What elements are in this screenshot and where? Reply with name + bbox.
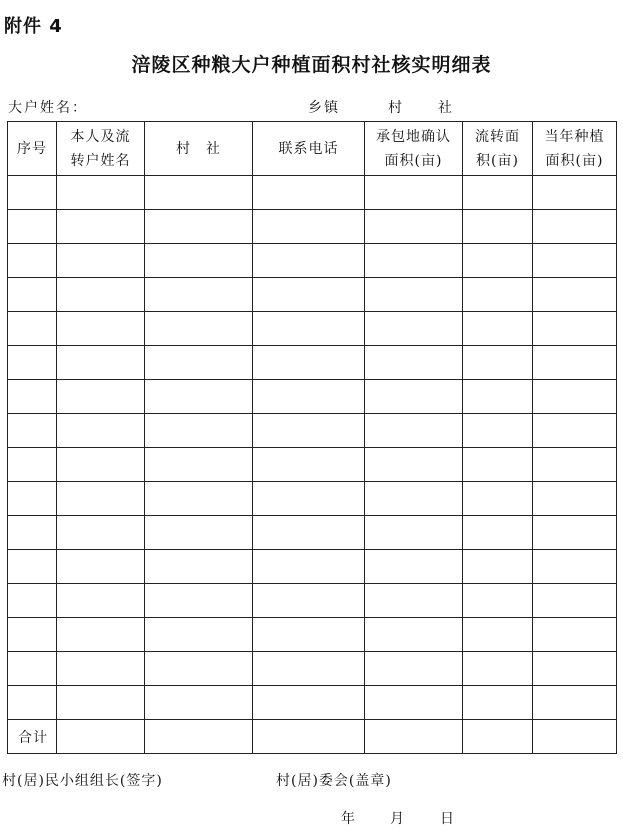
table-cell[interactable]: [57, 652, 145, 686]
table-cell[interactable]: [145, 618, 253, 652]
table-cell[interactable]: [533, 618, 617, 652]
table-cell[interactable]: [365, 380, 463, 414]
table-cell[interactable]: [57, 278, 145, 312]
table-cell[interactable]: [365, 550, 463, 584]
table-cell[interactable]: [533, 584, 617, 618]
table-cell[interactable]: [57, 312, 145, 346]
column-header-line: 联系电话: [278, 140, 339, 157]
table-cell[interactable]: [57, 414, 145, 448]
table-cell[interactable]: [533, 210, 617, 244]
table-cell[interactable]: [365, 176, 463, 210]
table-cell[interactable]: [463, 244, 533, 278]
table-row: [8, 550, 617, 584]
table-cell[interactable]: [8, 414, 57, 448]
table-cell[interactable]: [145, 244, 253, 278]
column-header-line: 面积(亩): [384, 152, 443, 169]
table-row: [8, 244, 617, 278]
table-row: [8, 414, 617, 448]
table-cell[interactable]: [8, 448, 57, 482]
column-header-line: 序号: [17, 140, 47, 157]
table-cell[interactable]: [57, 244, 145, 278]
table-cell[interactable]: [533, 516, 617, 550]
table-row: [8, 210, 617, 244]
table-cell[interactable]: [57, 584, 145, 618]
table-cell[interactable]: [533, 720, 617, 754]
table-cell[interactable]: [365, 210, 463, 244]
household-name-label: 大户姓名：: [8, 100, 88, 116]
verification-table: [7, 121, 617, 754]
table-cell[interactable]: [8, 210, 57, 244]
table-cell[interactable]: [8, 516, 57, 550]
village-label: 村: [388, 100, 402, 116]
table-cell[interactable]: [365, 686, 463, 720]
date-year-label: 年: [341, 811, 356, 827]
table-cell[interactable]: [57, 482, 145, 516]
table-row: [8, 482, 617, 516]
table-cell[interactable]: [145, 414, 253, 448]
table-cell[interactable]: [463, 720, 533, 754]
table-cell[interactable]: [533, 652, 617, 686]
table-cell[interactable]: [253, 618, 365, 652]
table-cell[interactable]: [365, 652, 463, 686]
table-cell[interactable]: [145, 584, 253, 618]
table-row: [8, 516, 617, 550]
table-cell[interactable]: [253, 448, 365, 482]
table-cell[interactable]: [145, 550, 253, 584]
table-cell[interactable]: [145, 210, 253, 244]
attachment-label: 附件 4: [4, 16, 63, 37]
table-cell[interactable]: [8, 482, 57, 516]
table-cell[interactable]: [533, 176, 617, 210]
table-cell[interactable]: [57, 516, 145, 550]
table-cell[interactable]: [463, 312, 533, 346]
table-row: [8, 312, 617, 346]
table-row: [8, 278, 617, 312]
table-cell[interactable]: [463, 448, 533, 482]
table-cell[interactable]: [253, 550, 365, 584]
table-cell[interactable]: [8, 550, 57, 584]
table-cell[interactable]: [8, 686, 57, 720]
table-cell[interactable]: [533, 346, 617, 380]
table-cell[interactable]: [8, 278, 57, 312]
table-cell[interactable]: [463, 652, 533, 686]
column-header-line: 流转面: [475, 128, 520, 145]
table-cell[interactable]: [253, 482, 365, 516]
table-cell[interactable]: [8, 584, 57, 618]
date-month-label: 月: [390, 811, 405, 827]
table-cell[interactable]: [253, 720, 365, 754]
table-cell[interactable]: [8, 346, 57, 380]
table-cell[interactable]: [463, 414, 533, 448]
table-cell[interactable]: [8, 176, 57, 210]
community-label: 社: [438, 100, 452, 116]
table-cell[interactable]: [8, 380, 57, 414]
table-row: [8, 686, 617, 720]
column-header-contract-area: [365, 122, 463, 176]
document-title: 涪陵区种粮大户种植面积村社核实明细表: [131, 54, 492, 76]
table-cell[interactable]: [463, 516, 533, 550]
table-cell[interactable]: [365, 448, 463, 482]
table-cell[interactable]: [253, 244, 365, 278]
table-cell[interactable]: [463, 482, 533, 516]
table-cell[interactable]: [253, 652, 365, 686]
table-cell[interactable]: [253, 686, 365, 720]
table-header-row: [8, 122, 617, 176]
table-cell[interactable]: [8, 312, 57, 346]
table-cell[interactable]: [253, 210, 365, 244]
table-cell[interactable]: [57, 210, 145, 244]
table-cell[interactable]: [145, 686, 253, 720]
table-cell[interactable]: [365, 244, 463, 278]
table-cell[interactable]: [145, 278, 253, 312]
table-cell[interactable]: [533, 414, 617, 448]
table-row: [8, 618, 617, 652]
committee-seal-label: 村(居)委会(盖章): [276, 773, 392, 789]
table-cell[interactable]: [463, 380, 533, 414]
column-header-line: 面积(亩): [545, 152, 604, 169]
table-cell[interactable]: [533, 312, 617, 346]
column-header-phone: [253, 122, 365, 176]
table-cell[interactable]: [365, 720, 463, 754]
table-cell[interactable]: [57, 448, 145, 482]
table-row: [8, 346, 617, 380]
total-label: 合计: [8, 720, 57, 754]
table-cell[interactable]: [57, 720, 145, 754]
table-row: [8, 652, 617, 686]
table-cell[interactable]: [533, 380, 617, 414]
table-cell[interactable]: [145, 720, 253, 754]
column-header-serial: [8, 122, 57, 176]
table-cell[interactable]: [8, 244, 57, 278]
table-cell[interactable]: [57, 686, 145, 720]
table-row: [8, 380, 617, 414]
table-cell[interactable]: [365, 584, 463, 618]
table-cell[interactable]: [365, 346, 463, 380]
table-cell[interactable]: [57, 176, 145, 210]
column-header-line: 转户姓名: [70, 152, 131, 169]
table-row: [8, 584, 617, 618]
table-cell[interactable]: [145, 346, 253, 380]
table-cell[interactable]: [57, 380, 145, 414]
column-header-line: 积(亩): [476, 152, 519, 169]
table-cell[interactable]: [463, 584, 533, 618]
column-header-transfer-area: [463, 122, 533, 176]
table-cell[interactable]: [365, 618, 463, 652]
table-cell[interactable]: [463, 210, 533, 244]
column-header-line: 承包地确认: [376, 128, 451, 145]
table-cell[interactable]: [253, 414, 365, 448]
table-cell[interactable]: [253, 380, 365, 414]
table-cell[interactable]: [145, 176, 253, 210]
column-header-line: 当年种植: [544, 128, 605, 145]
table-cell[interactable]: [463, 550, 533, 584]
column-header-names: [57, 122, 145, 176]
township-label: 乡镇: [308, 100, 340, 116]
table-cell[interactable]: [145, 652, 253, 686]
table-cell[interactable]: [365, 278, 463, 312]
table-cell[interactable]: [533, 278, 617, 312]
table-row: [8, 176, 617, 210]
table-cell[interactable]: [145, 516, 253, 550]
table-cell[interactable]: [365, 414, 463, 448]
table-cell[interactable]: [253, 584, 365, 618]
table-cell[interactable]: [253, 312, 365, 346]
date-day-label: 日: [440, 811, 455, 827]
table-cell[interactable]: [253, 278, 365, 312]
table-cell[interactable]: [533, 244, 617, 278]
table-cell[interactable]: [533, 686, 617, 720]
table-cell[interactable]: [253, 176, 365, 210]
table-body: [8, 176, 617, 754]
table-cell[interactable]: [145, 380, 253, 414]
table-cell[interactable]: [463, 278, 533, 312]
table-cell[interactable]: [463, 176, 533, 210]
table-cell[interactable]: [253, 516, 365, 550]
table-cell[interactable]: [145, 312, 253, 346]
table-cell[interactable]: [533, 482, 617, 516]
column-header-line: 村 社: [176, 140, 221, 157]
table-cell[interactable]: [533, 448, 617, 482]
column-header-line: 本人及流: [70, 128, 131, 145]
table-cell[interactable]: [145, 448, 253, 482]
table-cell[interactable]: [8, 618, 57, 652]
table-cell[interactable]: [253, 346, 365, 380]
table-cell[interactable]: [365, 482, 463, 516]
table-cell[interactable]: [463, 346, 533, 380]
column-header-planting-area: [533, 122, 617, 176]
table-cell[interactable]: [8, 652, 57, 686]
table-cell[interactable]: [57, 618, 145, 652]
column-header-village: [145, 122, 253, 176]
table-cell[interactable]: [365, 312, 463, 346]
table-cell[interactable]: [57, 346, 145, 380]
table-cell[interactable]: [145, 482, 253, 516]
table-cell[interactable]: [57, 550, 145, 584]
table-row: [8, 448, 617, 482]
total-row: [8, 720, 617, 754]
table-cell[interactable]: [463, 686, 533, 720]
group-leader-signature-label: 村(居)民小组组长(签字): [2, 773, 163, 789]
table-cell[interactable]: [463, 618, 533, 652]
table-cell[interactable]: [533, 550, 617, 584]
table-cell[interactable]: [365, 516, 463, 550]
